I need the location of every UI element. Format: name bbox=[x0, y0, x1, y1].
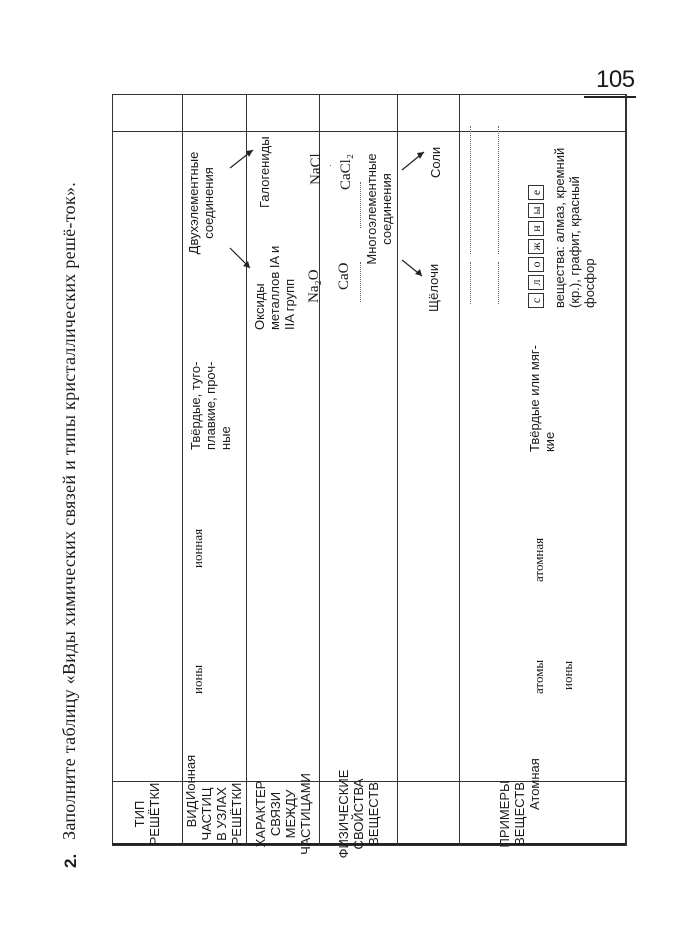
oxide-example-2: CaO bbox=[336, 262, 352, 290]
letter-box: ж bbox=[528, 239, 544, 254]
row2-properties: Твёрдые или мяг-кие bbox=[527, 345, 557, 452]
row2-particles-2: ионы bbox=[560, 660, 575, 690]
row2-type: Атомная bbox=[527, 758, 542, 810]
letter-box: н bbox=[528, 221, 544, 236]
binary-compounds: Двухэлементные соединения bbox=[186, 151, 216, 255]
blank-line bbox=[470, 126, 472, 254]
header-cell: ХАРАКТЕР СВЯЗИ МЕЖДУ ЧАСТИЦАМИ bbox=[252, 773, 313, 855]
blank-line bbox=[498, 126, 500, 254]
halides-label: Галогениды bbox=[257, 136, 272, 208]
arrow-icons bbox=[218, 138, 278, 288]
row2-bond: атомная bbox=[531, 537, 546, 582]
header-cell: ПРИМЕРЫ ВЕЩЕСТВ bbox=[496, 780, 527, 848]
salts-label: Соли bbox=[428, 146, 443, 178]
letter-box: с bbox=[528, 293, 544, 308]
blank-line bbox=[360, 182, 362, 228]
row1-type: Ионная bbox=[183, 754, 198, 800]
row1-bond: ионная bbox=[190, 528, 205, 568]
blank-line bbox=[330, 165, 331, 166]
header-cell: ФИЗИЧЕСКИЕ СВОЙСТВА ВЕЩЕСТВ bbox=[335, 769, 381, 859]
letter-box: ы bbox=[528, 203, 544, 218]
row2-examples-text: вещества: алмаз, кремний (кр.), графит, красный фосфор bbox=[552, 147, 597, 308]
halide-example-1: NaCl bbox=[308, 153, 324, 185]
letter-box: о bbox=[528, 257, 544, 272]
arrow-icons-lower bbox=[392, 140, 452, 290]
row1-properties: Твёрдые, туго-плавкие, проч-ные bbox=[188, 361, 233, 450]
letter-box: л bbox=[528, 275, 544, 290]
task-number: 2. bbox=[61, 853, 80, 868]
header-cell: ТИП РЕШЁТКИ bbox=[132, 782, 162, 846]
row1-particles: ионы bbox=[190, 664, 205, 694]
header-cell: ВИД ЧАСТИЦ В УЗЛАХ РЕШЁТКИ bbox=[184, 782, 244, 846]
oxides-label: Оксиды металлов IA и IIA групп bbox=[252, 245, 297, 330]
oxide-example-1: Na₂O bbox=[306, 269, 322, 303]
boxed-word bbox=[528, 185, 544, 308]
alkalis-label: Щёлочи bbox=[426, 263, 441, 312]
blank-line bbox=[360, 262, 362, 302]
blank-line bbox=[470, 262, 472, 304]
multi-element-compounds: Многоэлементные соединения bbox=[364, 153, 394, 265]
row2-particles-1: атомы bbox=[531, 659, 546, 694]
task-text: Заполните таблицу «Виды химических связей и типы кристаллических решё-ток». bbox=[59, 181, 79, 840]
halide-example-2: CaCl₂ bbox=[338, 153, 354, 190]
blank-line bbox=[498, 262, 500, 304]
letter-box: е bbox=[528, 185, 544, 200]
page-number: 105 bbox=[596, 66, 635, 93]
